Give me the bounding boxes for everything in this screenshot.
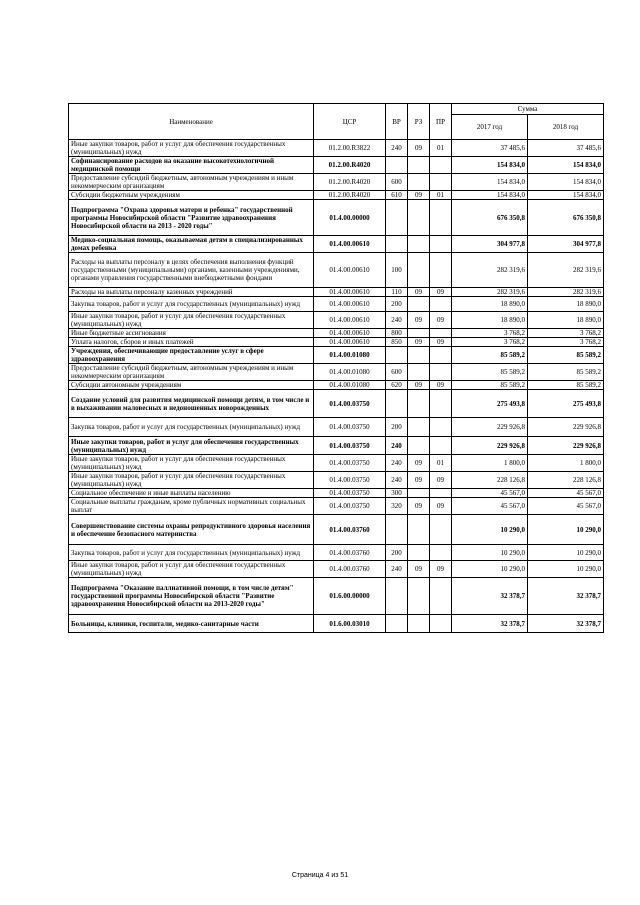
cell-name: Предоставление субсидий бюджетным, автономным учреждениям и иным некоммерческим организациям [69,364,314,381]
cell-csr: 01.4.00.00610 [314,253,386,288]
cell-2018: 228 126,8 [528,472,604,489]
cell-csr: 01.4.00.00610 [314,236,386,253]
cell-csr: 01.4.00.03760 [314,545,386,561]
cell-pr [430,174,452,191]
cell-rz: 09 [408,472,430,489]
cell-2017: 37 485,6 [452,140,528,157]
cell-2018: 10 290,0 [528,515,604,545]
cell-rz: 09 [408,288,430,297]
cell-pr: 09 [430,338,452,347]
table-row [69,498,604,515]
cell-csr: 01.6.00.03010 [314,615,386,633]
cell-2017: 229 926,8 [452,418,528,437]
cell-vr: 600 [386,364,408,381]
cell-name: Софинансирование расходов на оказание высокотехнологичной медицинской помощи [69,157,314,174]
cell-csr: 01.4.00.00610 [314,312,386,329]
cell-rz [408,347,430,364]
cell-name: Учреждения, обеспечивающие предоставление услуг в сфере здравоохранения [69,347,314,364]
cell-csr: 01.6.00.00000 [314,578,386,615]
cell-2018: 45 567,0 [528,489,604,498]
cell-name: Совершенствование системы охраны репродуктивного здоровья населения и обеспечение безопасного материнства [69,515,314,545]
table-row [69,545,604,561]
cell-2018: 18 890,0 [528,297,604,312]
cell-name: Расходы на выплаты персоналу в целях обеспечения выполнения функций государственными (муниципальными) органами, казенными учреждениями, органами управления государственными внебюджетными фондами [69,253,314,288]
cell-2017: 10 290,0 [452,545,528,561]
cell-pr [430,253,452,288]
cell-rz: 09 [408,561,430,578]
cell-vr: 100 [386,253,408,288]
table-row [69,329,604,338]
cell-vr: 240 [386,437,408,455]
cell-name: Социальные выплаты гражданам, кроме публичных нормативных социальных выплат [69,498,314,515]
cell-2018: 32 378,7 [528,578,604,615]
table-row [69,364,604,381]
cell-name: Подпрограмма "Оказание паллиативной помощи, в том числе детям" государственной программы Новосибирской области "Развитие здравоохранения Новосибирской области на 2013-2020 годы" [69,578,314,615]
cell-name: Иные закупки товаров, работ и услуг для обеспечения государственных (муниципальных) нужд [69,312,314,329]
cell-name: Иные закупки товаров, работ и услуг для обеспечения государственных (муниципальных) нужд [69,437,314,455]
table-row [69,253,604,288]
cell-csr: 01.4.00.01080 [314,381,386,390]
cell-vr: 240 [386,312,408,329]
cell-name: Иные закупки товаров, работ и услуг для обеспечения государственных (муниципальных) нужд [69,561,314,578]
cell-2017: 85 589,2 [452,347,528,364]
cell-name: Уплата налогов, сборов и иных платежей [69,338,314,347]
cell-rz [408,364,430,381]
cell-name: Медико-социальная помощь, оказываемая детям в специализированных домах ребенка [69,236,314,253]
cell-pr [430,515,452,545]
table-row [69,236,604,253]
cell-pr [430,297,452,312]
cell-rz [408,437,430,455]
cell-2018: 304 977,8 [528,236,604,253]
cell-2018: 85 589,2 [528,381,604,390]
cell-rz [408,200,430,236]
cell-pr [430,615,452,633]
cell-pr: 09 [430,312,452,329]
cell-2017: 304 977,8 [452,236,528,253]
table-row [69,472,604,489]
table-row [69,561,604,578]
cell-name: Больницы, клиники, госпитали, медико-санитарные части [69,615,314,633]
cell-2018: 282 319,6 [528,288,604,297]
cell-rz: 09 [408,498,430,515]
cell-2018: 18 890,0 [528,312,604,329]
cell-name: Закупка товаров, работ и услуг для государственных (муниципальных) нужд [69,297,314,312]
cell-vr: 200 [386,418,408,437]
table-row [69,338,604,347]
cell-2017: 282 319,6 [452,288,528,297]
cell-vr: 850 [386,338,408,347]
cell-pr [430,364,452,381]
cell-csr: 01.2.00.R4020 [314,157,386,174]
table-row [69,200,604,236]
cell-2018: 1 800,0 [528,455,604,472]
cell-vr: 200 [386,545,408,561]
cell-name: Закупка товаров, работ и услуг для государственных (муниципальных) нужд [69,418,314,437]
table-row [69,174,604,191]
budget-table [68,103,604,633]
cell-2018: 3 768,2 [528,338,604,347]
cell-pr [430,347,452,364]
cell-csr: 01.4.00.03760 [314,561,386,578]
cell-2018: 32 378,7 [528,615,604,633]
cell-name: Иные закупки товаров, работ и услуг для обеспечения государственных (муниципальных) нужд [69,455,314,472]
cell-csr: 01.4.00.00610 [314,338,386,347]
cell-vr [386,236,408,253]
cell-csr: 01.2.00.R4020 [314,174,386,191]
cell-2018: 10 290,0 [528,545,604,561]
cell-vr: 610 [386,191,408,200]
cell-vr [386,390,408,418]
cell-rz: 09 [408,191,430,200]
cell-name: Закупка товаров, работ и услуг для государственных (муниципальных) нужд [69,545,314,561]
cell-pr [430,437,452,455]
cell-2017: 18 890,0 [452,297,528,312]
cell-2018: 676 350,8 [528,200,604,236]
cell-rz [408,515,430,545]
table-row [69,390,604,418]
cell-pr: 01 [430,191,452,200]
cell-rz [408,578,430,615]
cell-csr: 01.4.00.03750 [314,437,386,455]
cell-vr: 300 [386,489,408,498]
cell-2017: 45 567,0 [452,489,528,498]
header-2018: 2018 год [528,115,604,140]
table-row [69,455,604,472]
cell-2017: 3 768,2 [452,329,528,338]
cell-vr [386,200,408,236]
cell-2018: 85 589,2 [528,347,604,364]
cell-vr [386,615,408,633]
cell-2017: 229 926,8 [452,437,528,455]
cell-name: Подпрограмма "Охрана здоровья матери и ребенка" государственной программы Новосибирской области "Развитие здравоохранения Новосибирской области на 2013 - 2020 годы" [69,200,314,236]
cell-2017: 85 589,2 [452,364,528,381]
cell-2017: 85 589,2 [452,381,528,390]
cell-2018: 229 926,8 [528,437,604,455]
cell-2017: 1 800,0 [452,455,528,472]
cell-vr: 240 [386,455,408,472]
cell-2018: 229 926,8 [528,418,604,437]
cell-2018: 10 290,0 [528,561,604,578]
cell-csr: 01.4.00.03760 [314,515,386,545]
cell-rz: 09 [408,381,430,390]
cell-2017: 10 290,0 [452,561,528,578]
header-csr: ЦСР [314,104,386,140]
cell-csr: 01.2.00.R3822 [314,140,386,157]
cell-rz: 09 [408,312,430,329]
header-rz: РЗ [408,104,430,140]
cell-csr: 01.4.00.03750 [314,455,386,472]
cell-rz [408,489,430,498]
cell-pr: 09 [430,288,452,297]
cell-pr [430,578,452,615]
cell-csr: 01.4.00.03750 [314,472,386,489]
cell-csr: 01.4.00.00610 [314,329,386,338]
cell-vr: 620 [386,381,408,390]
cell-pr [430,329,452,338]
cell-2018: 154 834,0 [528,191,604,200]
cell-rz [408,297,430,312]
cell-pr: 09 [430,381,452,390]
cell-name: Социальное обеспечение и иные выплаты населению [69,489,314,498]
table-row [69,615,604,633]
cell-vr: 320 [386,498,408,515]
table-row [69,288,604,297]
cell-pr [430,236,452,253]
cell-rz [408,390,430,418]
cell-csr: 01.4.00.00000 [314,200,386,236]
cell-csr: 01.4.00.03750 [314,489,386,498]
page-number: Страница 4 из 51 [291,872,349,879]
cell-rz: 09 [408,338,430,347]
table-row [69,157,604,174]
cell-rz [408,253,430,288]
cell-csr: 01.4.00.03750 [314,390,386,418]
cell-vr: 200 [386,297,408,312]
cell-vr: 240 [386,472,408,489]
cell-pr [430,200,452,236]
cell-csr: 01.4.00.00610 [314,297,386,312]
cell-vr [386,515,408,545]
cell-2017: 275 493,8 [452,390,528,418]
cell-name: Субсидии бюджетным учреждениям [69,191,314,200]
cell-rz [408,329,430,338]
cell-2018: 37 485,6 [528,140,604,157]
cell-2018: 275 493,8 [528,390,604,418]
cell-rz [408,157,430,174]
cell-vr [386,578,408,615]
header-name: Наименование [69,104,314,140]
cell-pr [430,418,452,437]
cell-csr: 01.4.00.03750 [314,418,386,437]
cell-pr [430,390,452,418]
cell-rz: 09 [408,455,430,472]
table-row [69,489,604,498]
cell-pr [430,489,452,498]
cell-rz [408,418,430,437]
table-body [69,140,604,633]
header-pr: ПР [430,104,452,140]
cell-name: Субсидии автономным учреждениям [69,381,314,390]
table-row [69,381,604,390]
cell-2017: 45 567,0 [452,498,528,515]
cell-vr: 600 [386,174,408,191]
cell-2017: 32 378,7 [452,578,528,615]
table-row [69,418,604,437]
cell-name: Предоставление субсидий бюджетным, автономным учреждениям и иным некоммерческим организациям [69,174,314,191]
cell-vr: 800 [386,329,408,338]
cell-csr: 01.2.00.R4020 [314,191,386,200]
cell-2018: 282 319,6 [528,253,604,288]
cell-pr: 01 [430,140,452,157]
cell-2017: 18 890,0 [452,312,528,329]
cell-pr: 01 [430,455,452,472]
cell-vr: 240 [386,561,408,578]
table-row [69,297,604,312]
cell-name: Создание условий для развития медицинской помощи детям, в том числе и в выхаживании маловесных и недоношенных новорожденных [69,390,314,418]
cell-pr [430,545,452,561]
cell-pr: 09 [430,498,452,515]
table-row [69,515,604,545]
table-row [69,140,604,157]
cell-2018: 85 589,2 [528,364,604,381]
cell-vr [386,157,408,174]
table-row [69,578,604,615]
cell-csr: 01.4.00.03750 [314,498,386,515]
cell-rz [408,545,430,561]
cell-2018: 45 567,0 [528,498,604,515]
cell-vr [386,347,408,364]
cell-2018: 154 834,0 [528,174,604,191]
cell-name: Расходы на выплаты персоналу казенных учреждений [69,288,314,297]
cell-name: Иные закупки товаров, работ и услуг для обеспечения государственных (муниципальных) нужд [69,472,314,489]
cell-2017: 228 126,8 [452,472,528,489]
cell-2017: 32 378,7 [452,615,528,633]
cell-2018: 3 768,2 [528,329,604,338]
table-row [69,347,604,364]
cell-2017: 154 834,0 [452,157,528,174]
cell-vr: 240 [386,140,408,157]
cell-2017: 10 290,0 [452,515,528,545]
table-row [69,312,604,329]
cell-2017: 676 350,8 [452,200,528,236]
header-2017: 2017 год [452,115,528,140]
cell-csr: 01.4.00.01080 [314,347,386,364]
cell-pr: 09 [430,472,452,489]
table-row [69,191,604,200]
cell-rz: 09 [408,140,430,157]
cell-2017: 3 768,2 [452,338,528,347]
cell-name: Иные закупки товаров, работ и услуг для обеспечения государственных (муниципальных) нужд [69,140,314,157]
table-row [69,437,604,455]
cell-2017: 282 319,6 [452,253,528,288]
cell-name: Иные бюджетные ассигнования [69,329,314,338]
cell-pr: 09 [430,561,452,578]
cell-rz [408,236,430,253]
cell-2017: 154 834,0 [452,191,528,200]
header-vr: ВР [386,104,408,140]
cell-csr: 01.4.00.00610 [314,288,386,297]
cell-2017: 154 834,0 [452,174,528,191]
cell-vr: 110 [386,288,408,297]
cell-rz [408,174,430,191]
cell-pr [430,157,452,174]
header-sum: Сумма [452,104,604,115]
cell-2018: 154 834,0 [528,157,604,174]
cell-rz [408,615,430,633]
cell-csr: 01.4.00.01080 [314,364,386,381]
